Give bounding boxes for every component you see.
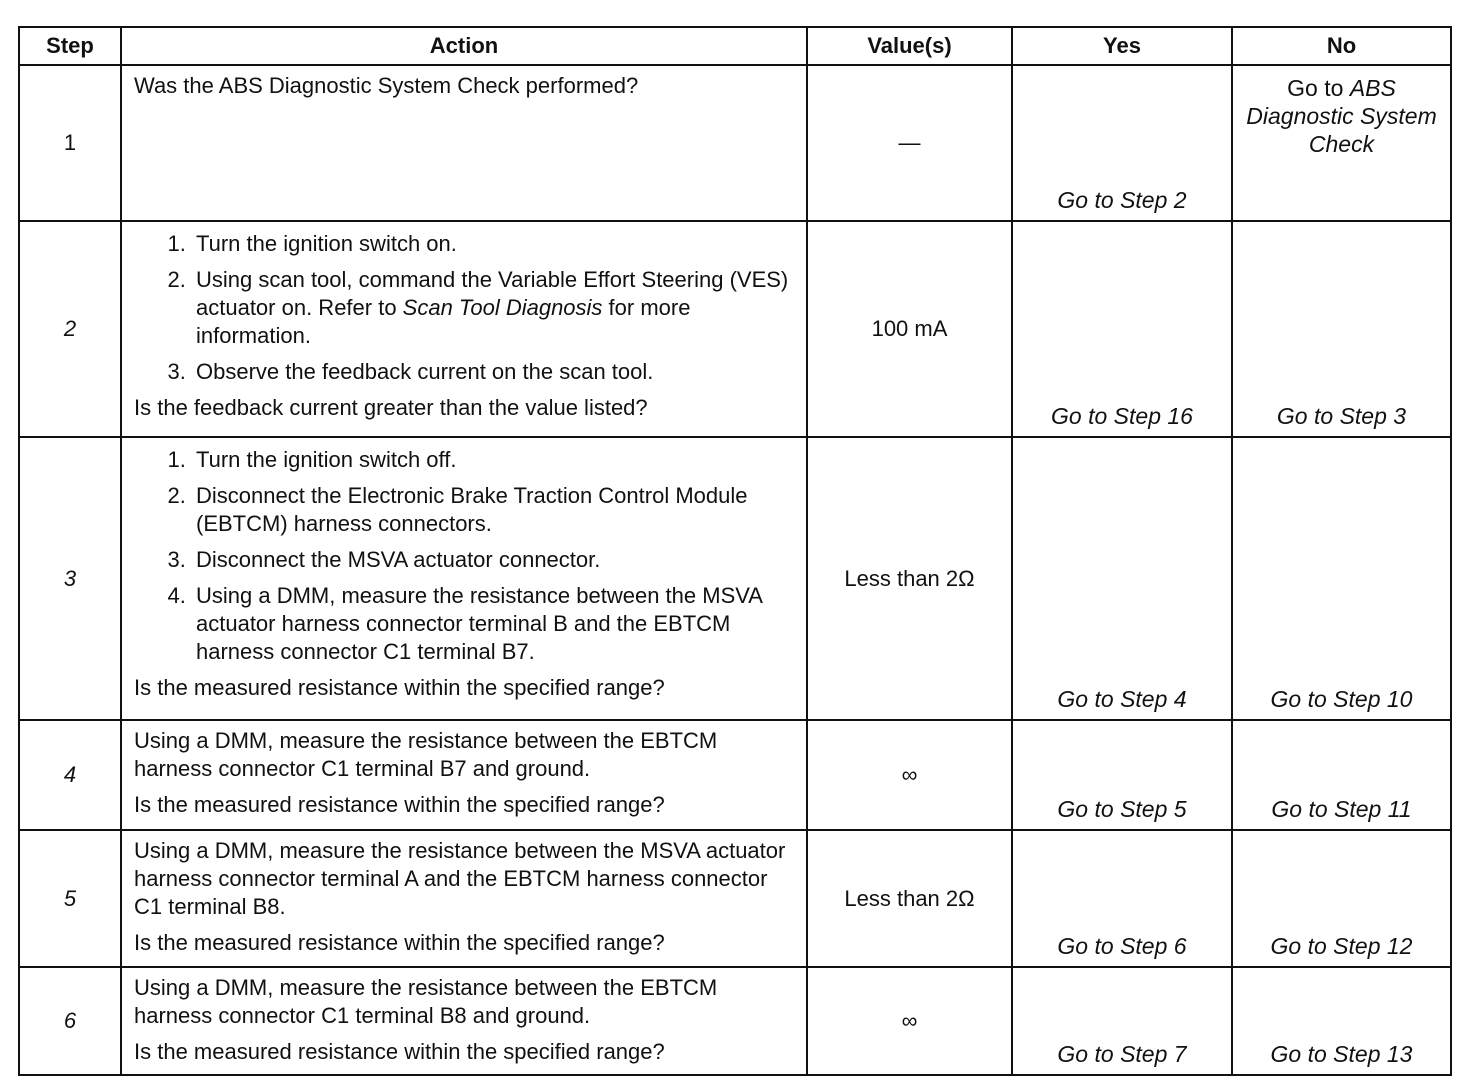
table-row (19, 437, 1451, 720)
action-step-item: 3. Disconnect the MSVA actuator connector. (192, 546, 796, 574)
header-action: Action (121, 27, 807, 65)
header-values: Value(s) (807, 27, 1012, 65)
header-yes: Yes (1012, 27, 1232, 65)
header-row (19, 27, 1451, 65)
action-step-item: 3. Observe the feedback current on the scan tool. (192, 358, 796, 386)
scan-tool-reference: Scan Tool Diagnosis (402, 295, 603, 320)
action-steps (134, 446, 796, 666)
yes-link[interactable]: Go to Step 7 (1012, 967, 1232, 1075)
no-link[interactable]: Go to Step 12 (1232, 830, 1451, 967)
table-row (19, 221, 1451, 437)
table-row (19, 967, 1451, 1075)
value-cell: — (807, 65, 1012, 221)
action-step-item: 2. Disconnect the Electronic Brake Traction Control Module (EBTCM) harness connectors. (192, 482, 796, 538)
no-link-target: ABS Diagnostic System Check (1246, 75, 1437, 157)
action-question: Is the measured resistance within the specified range? (134, 792, 665, 817)
yes-link[interactable]: Go to Step 2 (1012, 65, 1232, 221)
table-row (19, 720, 1451, 830)
value-cell: Less than 2Ω (807, 830, 1012, 967)
yes-link[interactable]: Go to Step 16 (1012, 221, 1232, 437)
step-number: 6 (19, 967, 121, 1075)
step-number: 3 (19, 437, 121, 720)
action-step-item: 4. Using a DMM, measure the resistance between the MSVA actuator harness connector terminal B and the EBTCM harness connector C1 terminal B7. (192, 582, 796, 666)
no-link[interactable]: Go to Step 13 (1232, 967, 1451, 1075)
step-number: 5 (19, 830, 121, 967)
header-no: No (1232, 27, 1451, 65)
yes-link[interactable]: Go to Step 5 (1012, 720, 1232, 830)
step-number: 1 (19, 65, 121, 221)
action-question: Is the measured resistance within the specified range? (134, 1039, 665, 1064)
action-step-item: 2. Using scan tool, command the Variable Effort Steering (VES) actuator on. Refer to Scan Tool Diagnosis for more information. (192, 266, 796, 350)
action-steps (134, 230, 796, 386)
header-step: Step (19, 27, 121, 65)
step-number: 4 (19, 720, 121, 830)
yes-link[interactable]: Go to Step 6 (1012, 830, 1232, 967)
no-link[interactable] (1232, 65, 1451, 221)
action-question: Is the feedback current greater than the value listed? (134, 395, 648, 420)
action-step-item: 1. Turn the ignition switch off. (192, 446, 796, 474)
action-text: Using a DMM, measure the resistance between the MSVA actuator harness connector terminal A and the EBTCM harness connector C1 terminal B8. (134, 838, 786, 919)
action-text: Using a DMM, measure the resistance between the EBTCM harness connector C1 terminal B7 and ground. (134, 728, 718, 781)
no-link[interactable]: Go to Step 3 (1232, 221, 1451, 437)
table-row (19, 65, 1451, 221)
value-cell: ∞ (807, 720, 1012, 830)
action-question: Is the measured resistance within the specified range? (134, 675, 665, 700)
yes-link[interactable]: Go to Step 4 (1012, 437, 1232, 720)
table-row (19, 830, 1451, 967)
value-cell: Less than 2Ω (807, 437, 1012, 720)
action-cell (121, 720, 807, 830)
step-number: 2 (19, 221, 121, 437)
no-link-prefix: Go to (1287, 75, 1350, 101)
no-link[interactable]: Go to Step 11 (1232, 720, 1451, 830)
action-text: Using a DMM, measure the resistance between the EBTCM harness connector C1 terminal B8 and ground. (134, 975, 718, 1028)
diagnostic-table (18, 26, 1452, 1076)
action-question: Was the ABS Diagnostic System Check performed? (134, 73, 639, 98)
action-step-item: 1. Turn the ignition switch on. (192, 230, 796, 258)
action-cell (121, 221, 807, 437)
action-cell (121, 967, 807, 1075)
value-cell: ∞ (807, 967, 1012, 1075)
action-cell (121, 830, 807, 967)
action-question: Is the measured resistance within the specified range? (134, 930, 665, 955)
no-link[interactable]: Go to Step 10 (1232, 437, 1451, 720)
action-cell (121, 65, 807, 221)
value-cell: 100 mA (807, 221, 1012, 437)
action-cell (121, 437, 807, 720)
